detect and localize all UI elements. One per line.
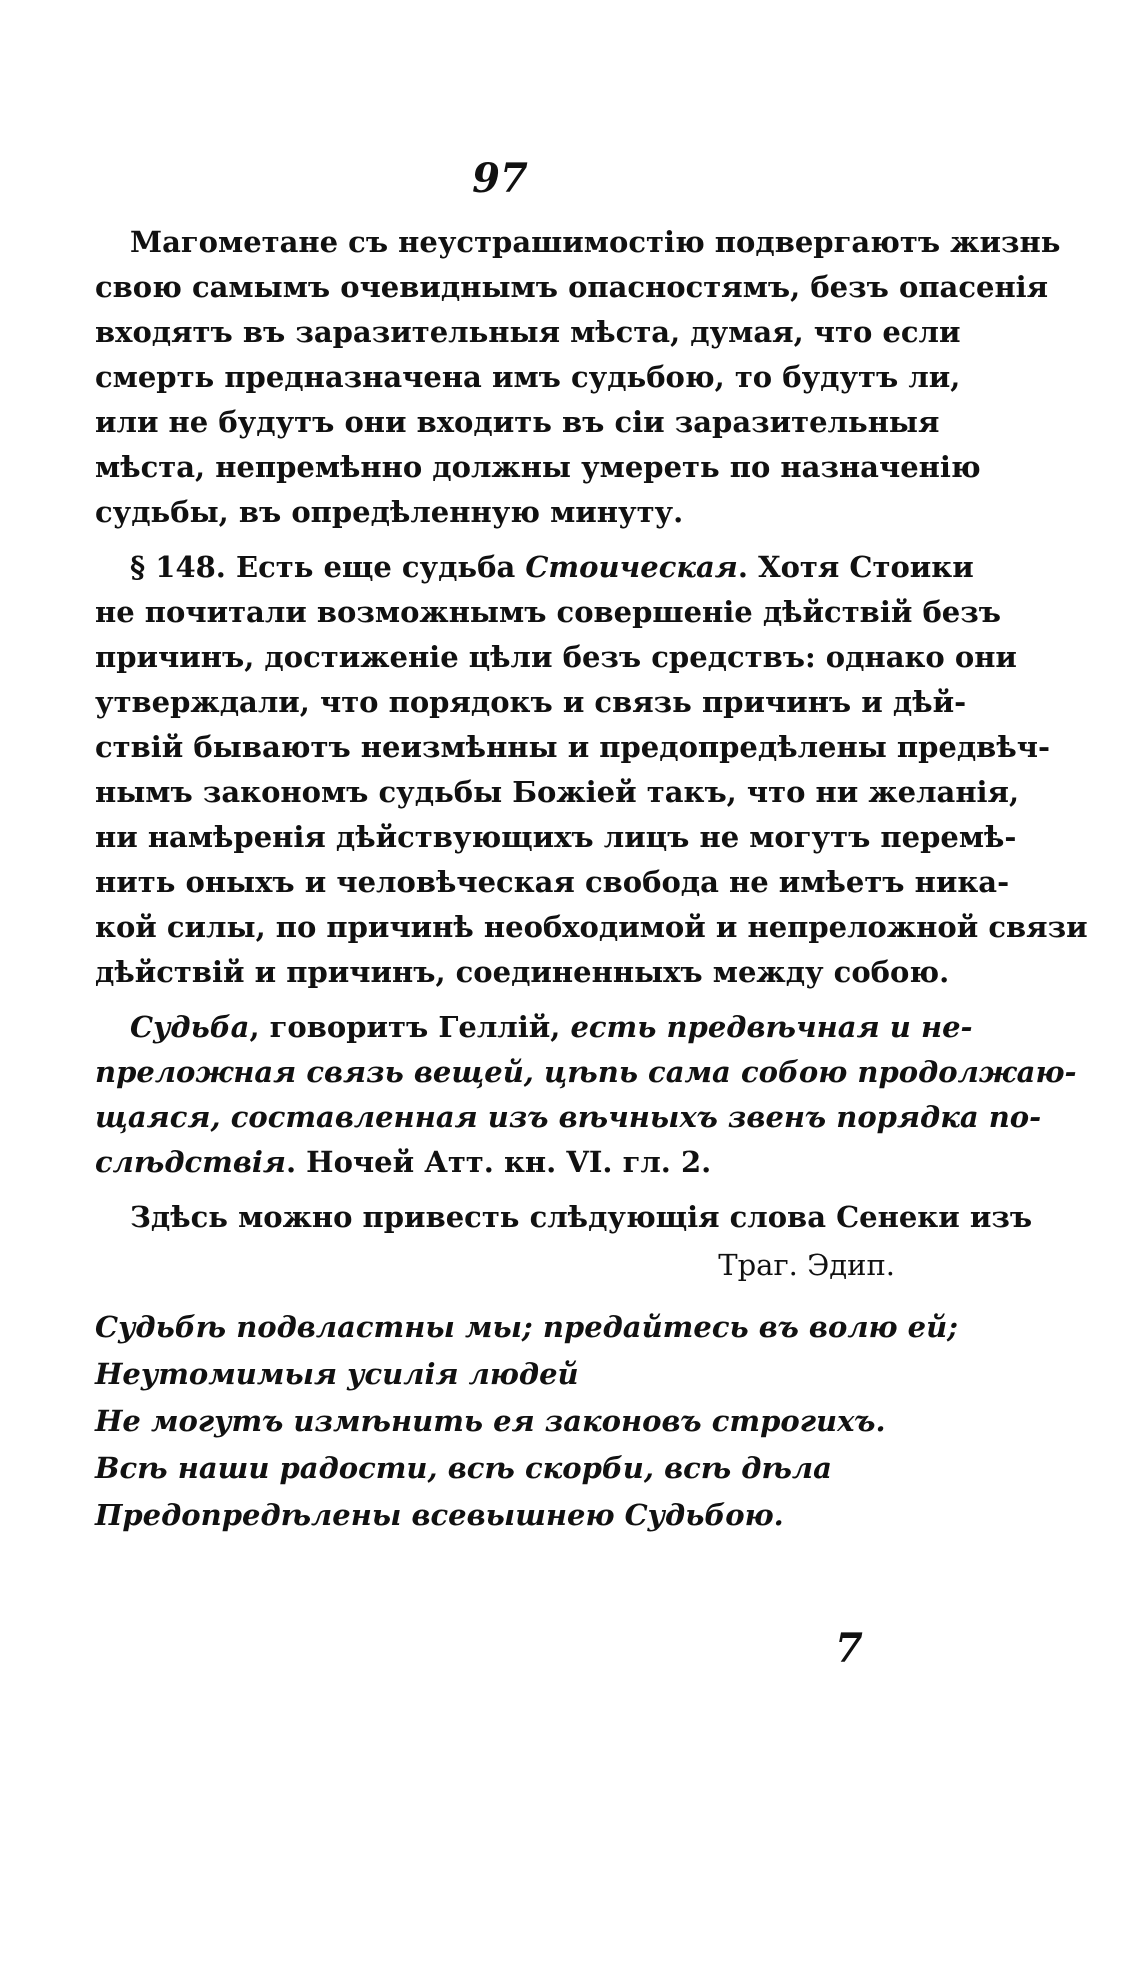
citation-line (95, 1140, 910, 1184)
text-line: входятъ въ заразительныя мѣста, думая, что если (95, 315, 961, 349)
seneca-intro: Здѣсь можно привесть слѣдующія слова Сенеки изъ (130, 1200, 1033, 1234)
citation: . Ночей Атт. кн. VI. гл. 2. (285, 1145, 712, 1179)
text-line: свою самымъ очевиднымъ опасностямъ, безъ опасенія (95, 270, 1049, 304)
section-148-line (130, 545, 974, 589)
verse-line: Неутомимыя усилія людей (95, 1357, 579, 1391)
text-line: нить оныхъ и человѣческая свобода не имѣетъ ника- (95, 865, 1010, 899)
section-148-tail: . Хотя Стоики (737, 550, 974, 584)
text-line: или не будутъ они входить въ сіи заразительныя (95, 405, 940, 439)
gellius-line (130, 1005, 973, 1049)
stoic-term: Стоическая (525, 550, 738, 584)
seneca-source: Траг. Эдип. (718, 1248, 895, 1282)
text-line: нымъ закономъ судьбы Божіей такъ, что ни желанія, (95, 775, 1020, 809)
text-line: причинъ, достиженіе цѣли безъ средствъ: однако они (95, 640, 1017, 674)
text-line: смерть предназначена имъ судьбою, то будутъ ли, (95, 360, 961, 394)
verse-line: Не могутъ измѣнить ея законовъ строгихъ. (95, 1404, 886, 1438)
text-line: судьбы, въ опредѣленную минуту. (95, 495, 684, 529)
text-line: ствій бываютъ неизмѣнны и предопредѣлены предвѣч- (95, 730, 1050, 764)
page-number: 97 (472, 155, 528, 202)
text-line: не почитали возможнымъ совершеніе дѣйствій безъ (95, 595, 1001, 629)
text-line: дѣйствій и причинъ, соединенныхъ между собою. (95, 955, 950, 989)
signature-mark: 7 (835, 1625, 863, 1672)
text-line: утверждали, что порядокъ и связь причинъ и дѣй- (95, 685, 967, 719)
section-148-lead: § 148. Есть еще судьба (130, 550, 526, 584)
quote-line: щаяся, составленная изъ вѣчныхъ звенъ порядка по- (95, 1100, 1042, 1134)
gellius-attribution: , говоритъ Геллій, (249, 1010, 571, 1044)
text-line: мѣста, непремѣнно должны умереть по назначенію (95, 450, 981, 484)
quote-start: есть предвѣчная и не- (570, 1010, 973, 1044)
text-line: кой силы, по причинѣ необходимой и непреложной связи (95, 910, 1088, 944)
verse-line: Предопредѣлены всевышнею Судьбою. (95, 1498, 784, 1532)
text-line: ни намѣренія дѣйствующихъ лицъ не могутъ перемѣ- (95, 820, 1017, 854)
verse-line: Судьбѣ подвластны мы; предайтесь въ волю ей; (95, 1310, 958, 1344)
quote-line: преложная связь вещей, цѣпь сама собою продолжаю- (95, 1055, 1077, 1089)
text-line: Магометане съ неустрашимостію подвергаютъ жизнь (130, 225, 1061, 259)
fate-term: Судьба (130, 1010, 250, 1044)
quote-end: слѣдствія (95, 1145, 286, 1179)
verse-line: Всѣ наши радости, всѣ скорби, всѣ дѣла (95, 1451, 832, 1485)
